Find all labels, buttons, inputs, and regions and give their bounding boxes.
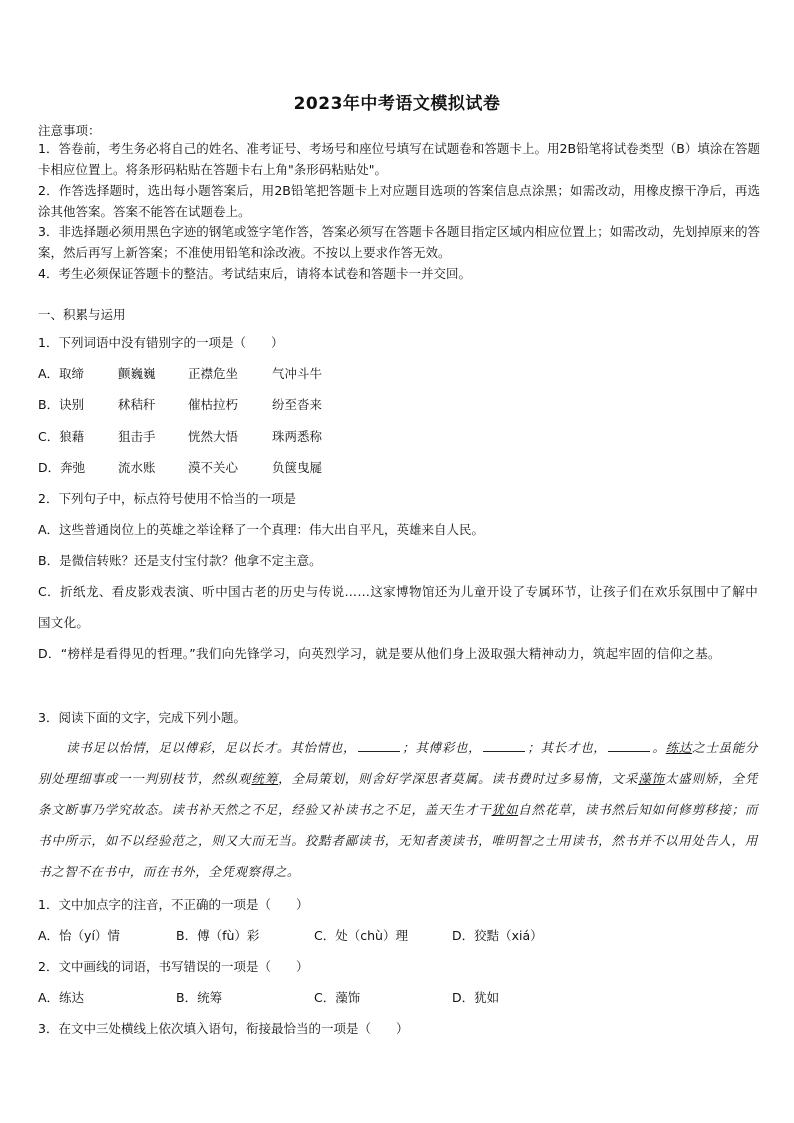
option-word: 颤巍巍 <box>118 366 156 381</box>
option-word: 恍然大悟 <box>188 429 239 444</box>
question-3-stem: 3．阅读下面的文字，完成下列小题。 <box>38 710 246 725</box>
notice-item-2: 2．作答选择题时，选出每小题答案后，用2B铅笔把答题卡上对应题目选项的答案信息点涂黑；如需改动，用橡皮擦干净后，再选涂其他答案。答案不能答在试题卷上。 <box>38 183 760 219</box>
section-heading: 一、积累与运用 <box>38 307 126 322</box>
sub-question-2-option-c: C．藻饰 <box>314 990 361 1005</box>
passage-text: 读书足以怡情，足以傅彩，足以长才。其怡情也， <box>66 740 357 755</box>
notice-item-1: 1．答卷前，考生务必将自己的姓名、准考证号、考场号和座位号填写在试题卷和答题卡上。用2B铅笔将试卷类型（B）填涂在答题卡相应位置上。将条形码粘贴在答题卡右上角"条形码粘贴处"。 <box>38 141 760 177</box>
passage-text: 自然花草，读书然后知如何修剪移接；而书中所示，如不以经验范之，则又大而无当。狡黠者鄙读书，无知者羡读书，唯明智之士用读书，然书并不以用处告人，用书之智不在书中，而在书外，全凭观察得之。 <box>38 802 759 879</box>
sub-question-3-stem: 3．在文中三处横线上依次填入语句，衔接最恰当的一项是（ ） <box>38 1021 409 1036</box>
option-label: A．取缔 <box>38 366 85 381</box>
sub-question-1-option-a: A．怡（yí）情 <box>38 928 120 943</box>
notice-heading: 注意事项： <box>38 123 101 138</box>
option-word: 漠不关心 <box>188 460 239 475</box>
underlined-word-4: 犹如 <box>491 802 519 817</box>
fill-blank-2[interactable] <box>483 739 525 752</box>
option-word: 负箧曳屣 <box>272 460 323 475</box>
passage-text: ；其长才也， <box>527 740 607 755</box>
sub-question-1-option-c: C．处（chù）理 <box>314 928 408 943</box>
sub-question-2-option-b: B．统筹 <box>176 990 223 1005</box>
passage-text: ，全局策划，则舍好学深思者莫属。读书费时过多易惰，文采 <box>278 771 639 786</box>
option-word: 秫秸秆 <box>118 397 156 412</box>
underlined-word-3: 藻饰 <box>638 771 665 786</box>
option-label: D．奔弛 <box>38 460 86 475</box>
question-1-stem: 1．下列词语中没有错别字的一项是（ ） <box>38 335 284 350</box>
passage-text: 。 <box>652 740 666 755</box>
underlined-word-1: 练达 <box>665 740 693 755</box>
fill-blank-1[interactable] <box>358 739 400 752</box>
question-2-option-d: D．“榜样是看得见的哲理。”我们向先锋学习，向英烈学习，就是要从他们身上汲取强大精神动力，筑起牢固的信仰之基。 <box>38 646 721 661</box>
question-2-option-a: A．这些普通岗位上的英雄之举诠释了一个真理：伟大出自平凡，英雄来自人民。 <box>38 522 485 537</box>
passage-text: ；其傅彩也， <box>402 740 482 755</box>
underlined-word-2: 统筹 <box>251 771 279 786</box>
option-word: 流水账 <box>118 460 156 475</box>
passage-text: 太盛则矫，全凭条文断事乃学究故态。读书补天然之不足，经验又补读书之不足，盖天生才干 <box>38 771 759 817</box>
question-2-option-c: C．折纸龙、看皮影戏表演、听中国古老的历史与传说……这家博物馆还为儿童开设了专属环节，让孩子们在欢乐氛围中了解中国文化。 <box>38 584 758 630</box>
passage-text: 之士虽能分别处理细事或一一判别枝节，然纵观 <box>38 740 758 786</box>
fill-blank-3[interactable] <box>608 739 650 752</box>
reading-passage <box>38 732 758 887</box>
sub-question-2-option-a: A．练达 <box>38 990 85 1005</box>
option-word: 纷至沓来 <box>272 397 323 412</box>
page-title: 2023年中考语文模拟试卷 <box>293 94 501 114</box>
notice-item-3: 3．非选择题必须用黑色字迹的钢笔或签字笔作答，答案必须写在答题卡各题目指定区域内相应位置上；如需改动，先划掉原来的答案，然后再写上新答案；不准使用铅笔和涂改液。不按以上要求作答无效。 <box>38 224 760 260</box>
option-word: 催枯拉朽 <box>188 397 239 412</box>
notice-item-4: 4．考生必须保证答题卡的整洁。考试结束后，请将本试卷和答题卡一并交回。 <box>38 266 471 281</box>
sub-question-1-option-b: B．傅（fù）彩 <box>176 928 260 943</box>
option-label: C．狼藉 <box>38 429 85 444</box>
sub-question-2-option-d: D．犹如 <box>452 990 500 1005</box>
option-word: 正襟危坐 <box>188 366 239 381</box>
sub-question-1-stem: 1．文中加点字的注音，不正确的一项是（ ） <box>38 897 309 912</box>
option-word: 气冲斗牛 <box>272 366 323 381</box>
sub-question-1-option-d: D．狡黠（xiá） <box>452 928 543 943</box>
option-label: B．诀别 <box>38 397 85 412</box>
option-word: 珠两悉称 <box>272 429 323 444</box>
question-2-option-b: B．是微信转账？还是支付宝付款？他拿不定主意。 <box>38 553 322 568</box>
option-word: 狙击手 <box>118 429 156 444</box>
question-2-stem: 2．下列句子中，标点符号使用不恰当的一项是 <box>38 491 296 506</box>
sub-question-2-stem: 2．文中画线的词语，书写错误的一项是（ ） <box>38 959 309 974</box>
